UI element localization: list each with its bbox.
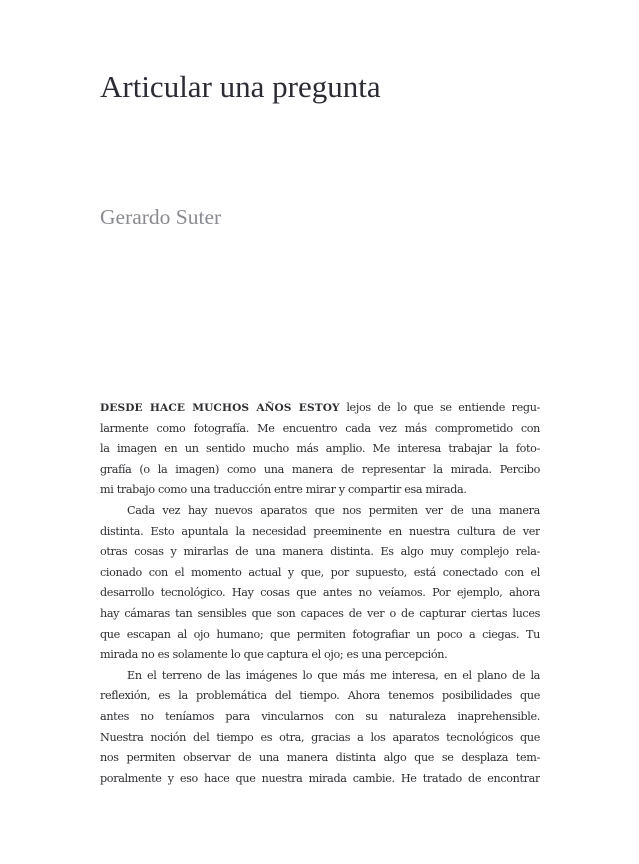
body-line: Nuestra noción del tiempo es otra, gracias a los aparatos tecnológicos que [100, 730, 540, 744]
body-line: larmente como fotografía. Me encuentro cada vez más comprometido con [100, 421, 540, 435]
body-line: antes no teníamos para vincularnos con su naturaleza inaprehensible. [100, 709, 540, 723]
body-line: la imagen en un sentido mucho más amplio. Me interesa trabajar la foto- [100, 442, 540, 456]
body-line: que escapan al ojo humano; que permiten fotografiar un poco a ciegas. Tu [100, 627, 540, 641]
body-line: grafía (o la imagen) como una manera de representar la mirada. Percibo [100, 462, 540, 476]
body-line: cionado con el momento actual y que, por supuesto, está conectado con el [100, 565, 540, 579]
article-body [100, 398, 540, 789]
body-line: nos permiten observar de una manera distinta algo que se desplaza tem- [100, 751, 540, 765]
body-line: reflexión, es la problemática del tiempo. Ahora tenemos posibilidades que [100, 689, 540, 703]
body-line: otras cosas y mirarlas de una manera distinta. Es algo muy complejo rela- [100, 545, 540, 559]
paragraph-2-first-line: Cada vez hay nuevos aparatos que nos permiten ver de una manera [127, 503, 540, 517]
body-line: hay cámaras tan sensibles que son capaces de ver o de capturar ciertas luces [100, 606, 540, 620]
body-line: distinta. Esto apuntala la necesidad preeminente en nuestra cultura de ver [100, 524, 540, 538]
paragraph-1-line-1 [100, 398, 540, 419]
article-title: Articular una pregunta [100, 69, 381, 104]
author-name: Gerardo Suter [100, 205, 222, 229]
body-line: poralmente y eso hace que nuestra mirada cambie. He tratado de encontrar [100, 771, 540, 785]
body-line: mi trabajo como una traducción entre mirar y compartir esa mirada. [100, 483, 467, 497]
body-line: mirada no es solamente lo que captura el ojo; es una percepción. [100, 648, 448, 662]
paragraph-3-first-line: En el terreno de las imágenes lo que más me interesa, en el plano de la [127, 668, 540, 682]
body-line: desarrollo tecnológico. Hay cosas que antes no veíamos. Por ejemplo, ahora [100, 586, 540, 600]
opening-smallcaps: DESDE HACE MUCHOS AÑOS ESTOY [100, 402, 340, 414]
line-text: lejos de lo que se entiende regu- [339, 401, 540, 414]
